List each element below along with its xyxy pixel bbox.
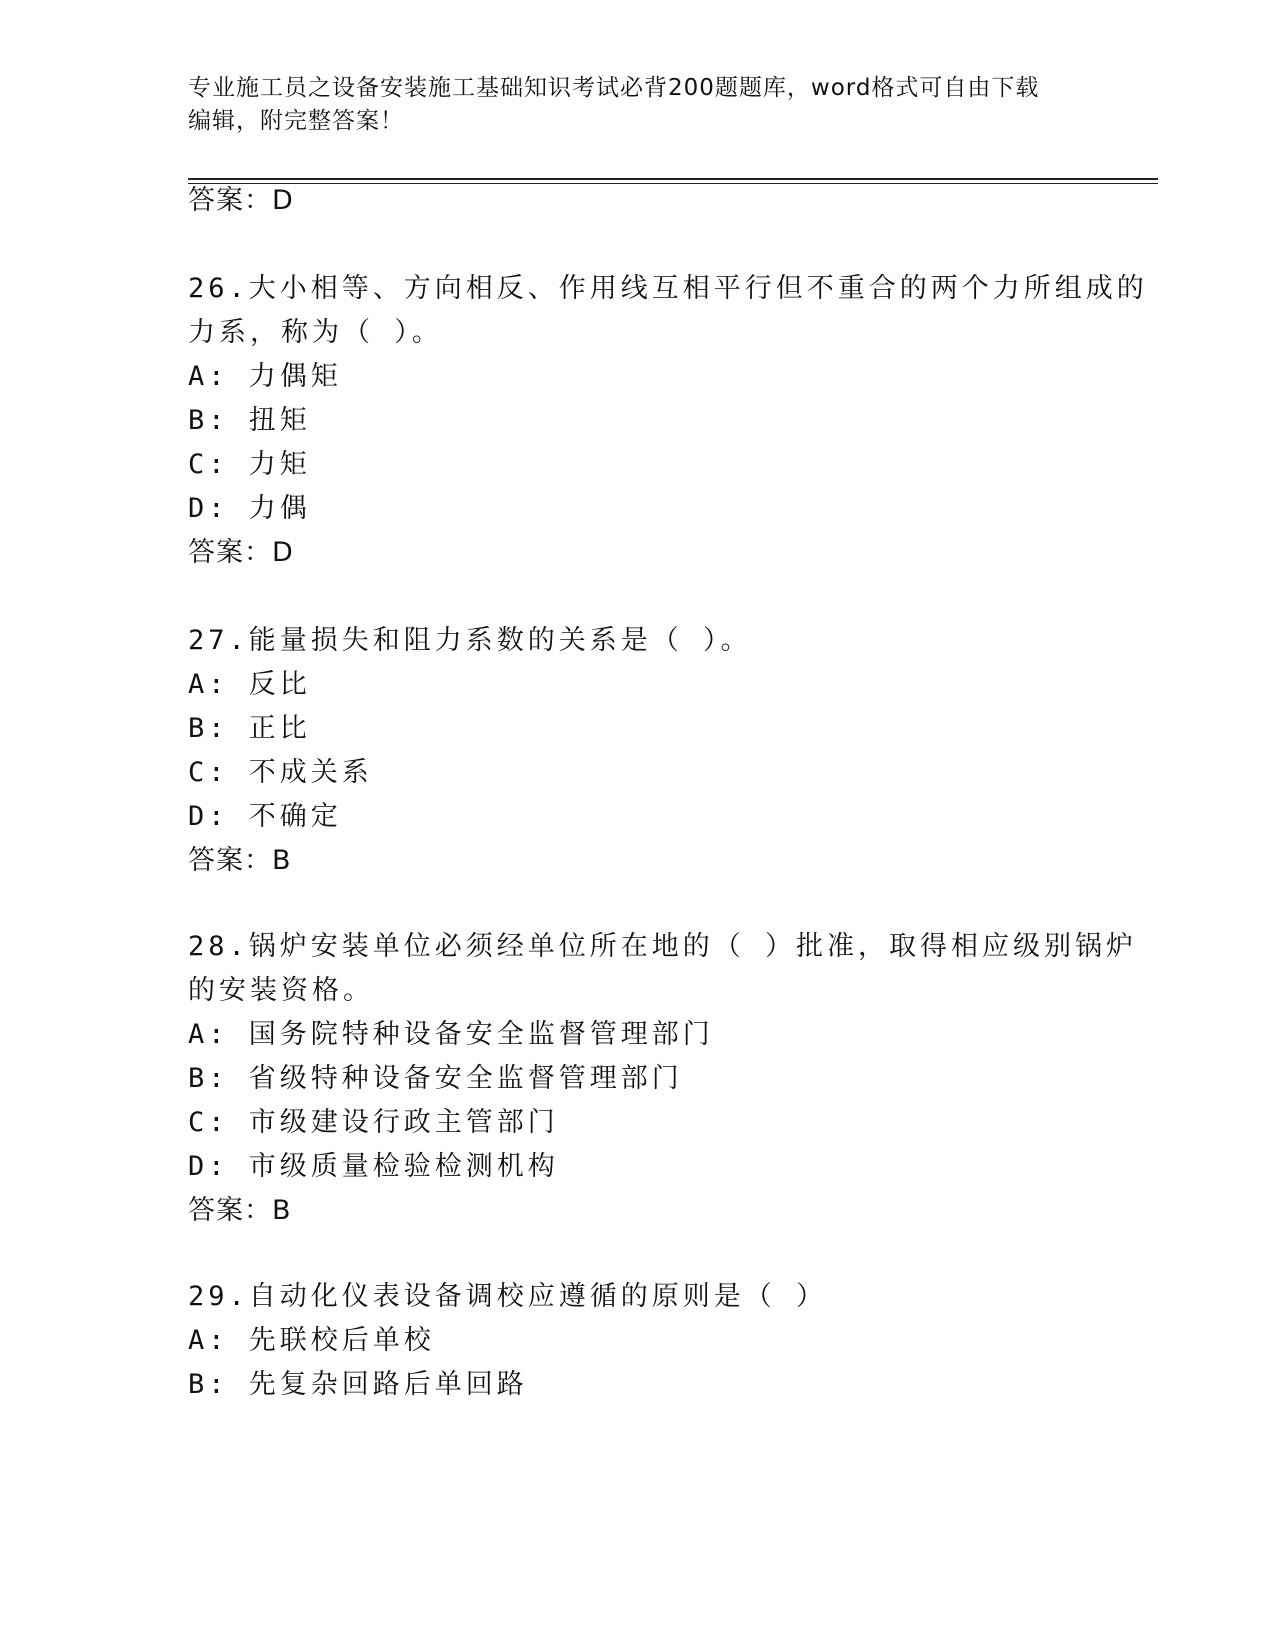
question-28-text-line-1: 28.锅炉安装单位必须经单位所在地的（ ）批准，取得相应级别锅炉	[188, 931, 1138, 962]
question-28-answer: 答案：B	[188, 1195, 292, 1226]
document-header	[188, 72, 1088, 138]
answer-previous: 答案：D	[188, 185, 294, 216]
question-29-option-a: A: 先联校后单校	[188, 1325, 435, 1356]
question-29-option-b: B: 先复杂回路后单回路	[188, 1369, 528, 1400]
question-26-option-b: B: 扭矩	[188, 405, 311, 436]
question-28-option-c: C: 市级建设行政主管部门	[188, 1107, 559, 1138]
question-27-answer: 答案：B	[188, 845, 292, 876]
question-26-option-d: D: 力偶	[188, 493, 311, 524]
header-line-1: 专业施工员之设备安装施工基础知识考试必背200题题库，word格式可自由下载	[188, 75, 1040, 101]
question-27-option-d: D: 不确定	[188, 801, 342, 832]
question-28-option-b: B: 省级特种设备安全监督管理部门	[188, 1063, 683, 1094]
question-29-text-line-1: 29.自动化仪表设备调校应遵循的原则是（ ）	[188, 1281, 828, 1312]
question-26-text-line-2: 力系，称为（ ）。	[188, 317, 443, 348]
question-27-option-b: B: 正比	[188, 713, 311, 744]
question-28-option-a: A: 国务院特种设备安全监督管理部门	[188, 1019, 714, 1050]
question-28-option-d: D: 市级质量检验检测机构	[188, 1151, 559, 1182]
question-27-text-line-1: 27.能量损失和阻力系数的关系是（ ）。	[188, 625, 752, 656]
question-27-option-a: A: 反比	[188, 669, 311, 700]
header-divider-thin	[188, 183, 1158, 184]
header-divider	[188, 178, 1158, 180]
question-26-option-a: A: 力偶矩	[188, 361, 342, 392]
header-line-2: 编辑，附完整答案！	[188, 108, 404, 134]
question-26-answer: 答案：D	[188, 537, 294, 568]
question-28-text-line-2: 的安装资格。	[188, 975, 374, 1006]
question-27-option-c: C: 不成关系	[188, 757, 373, 788]
question-26-option-c: C: 力矩	[188, 449, 311, 480]
question-26-text-line-1: 26.大小相等、方向相反、作用线互相平行但不重合的两个力所组成的	[188, 273, 1148, 304]
